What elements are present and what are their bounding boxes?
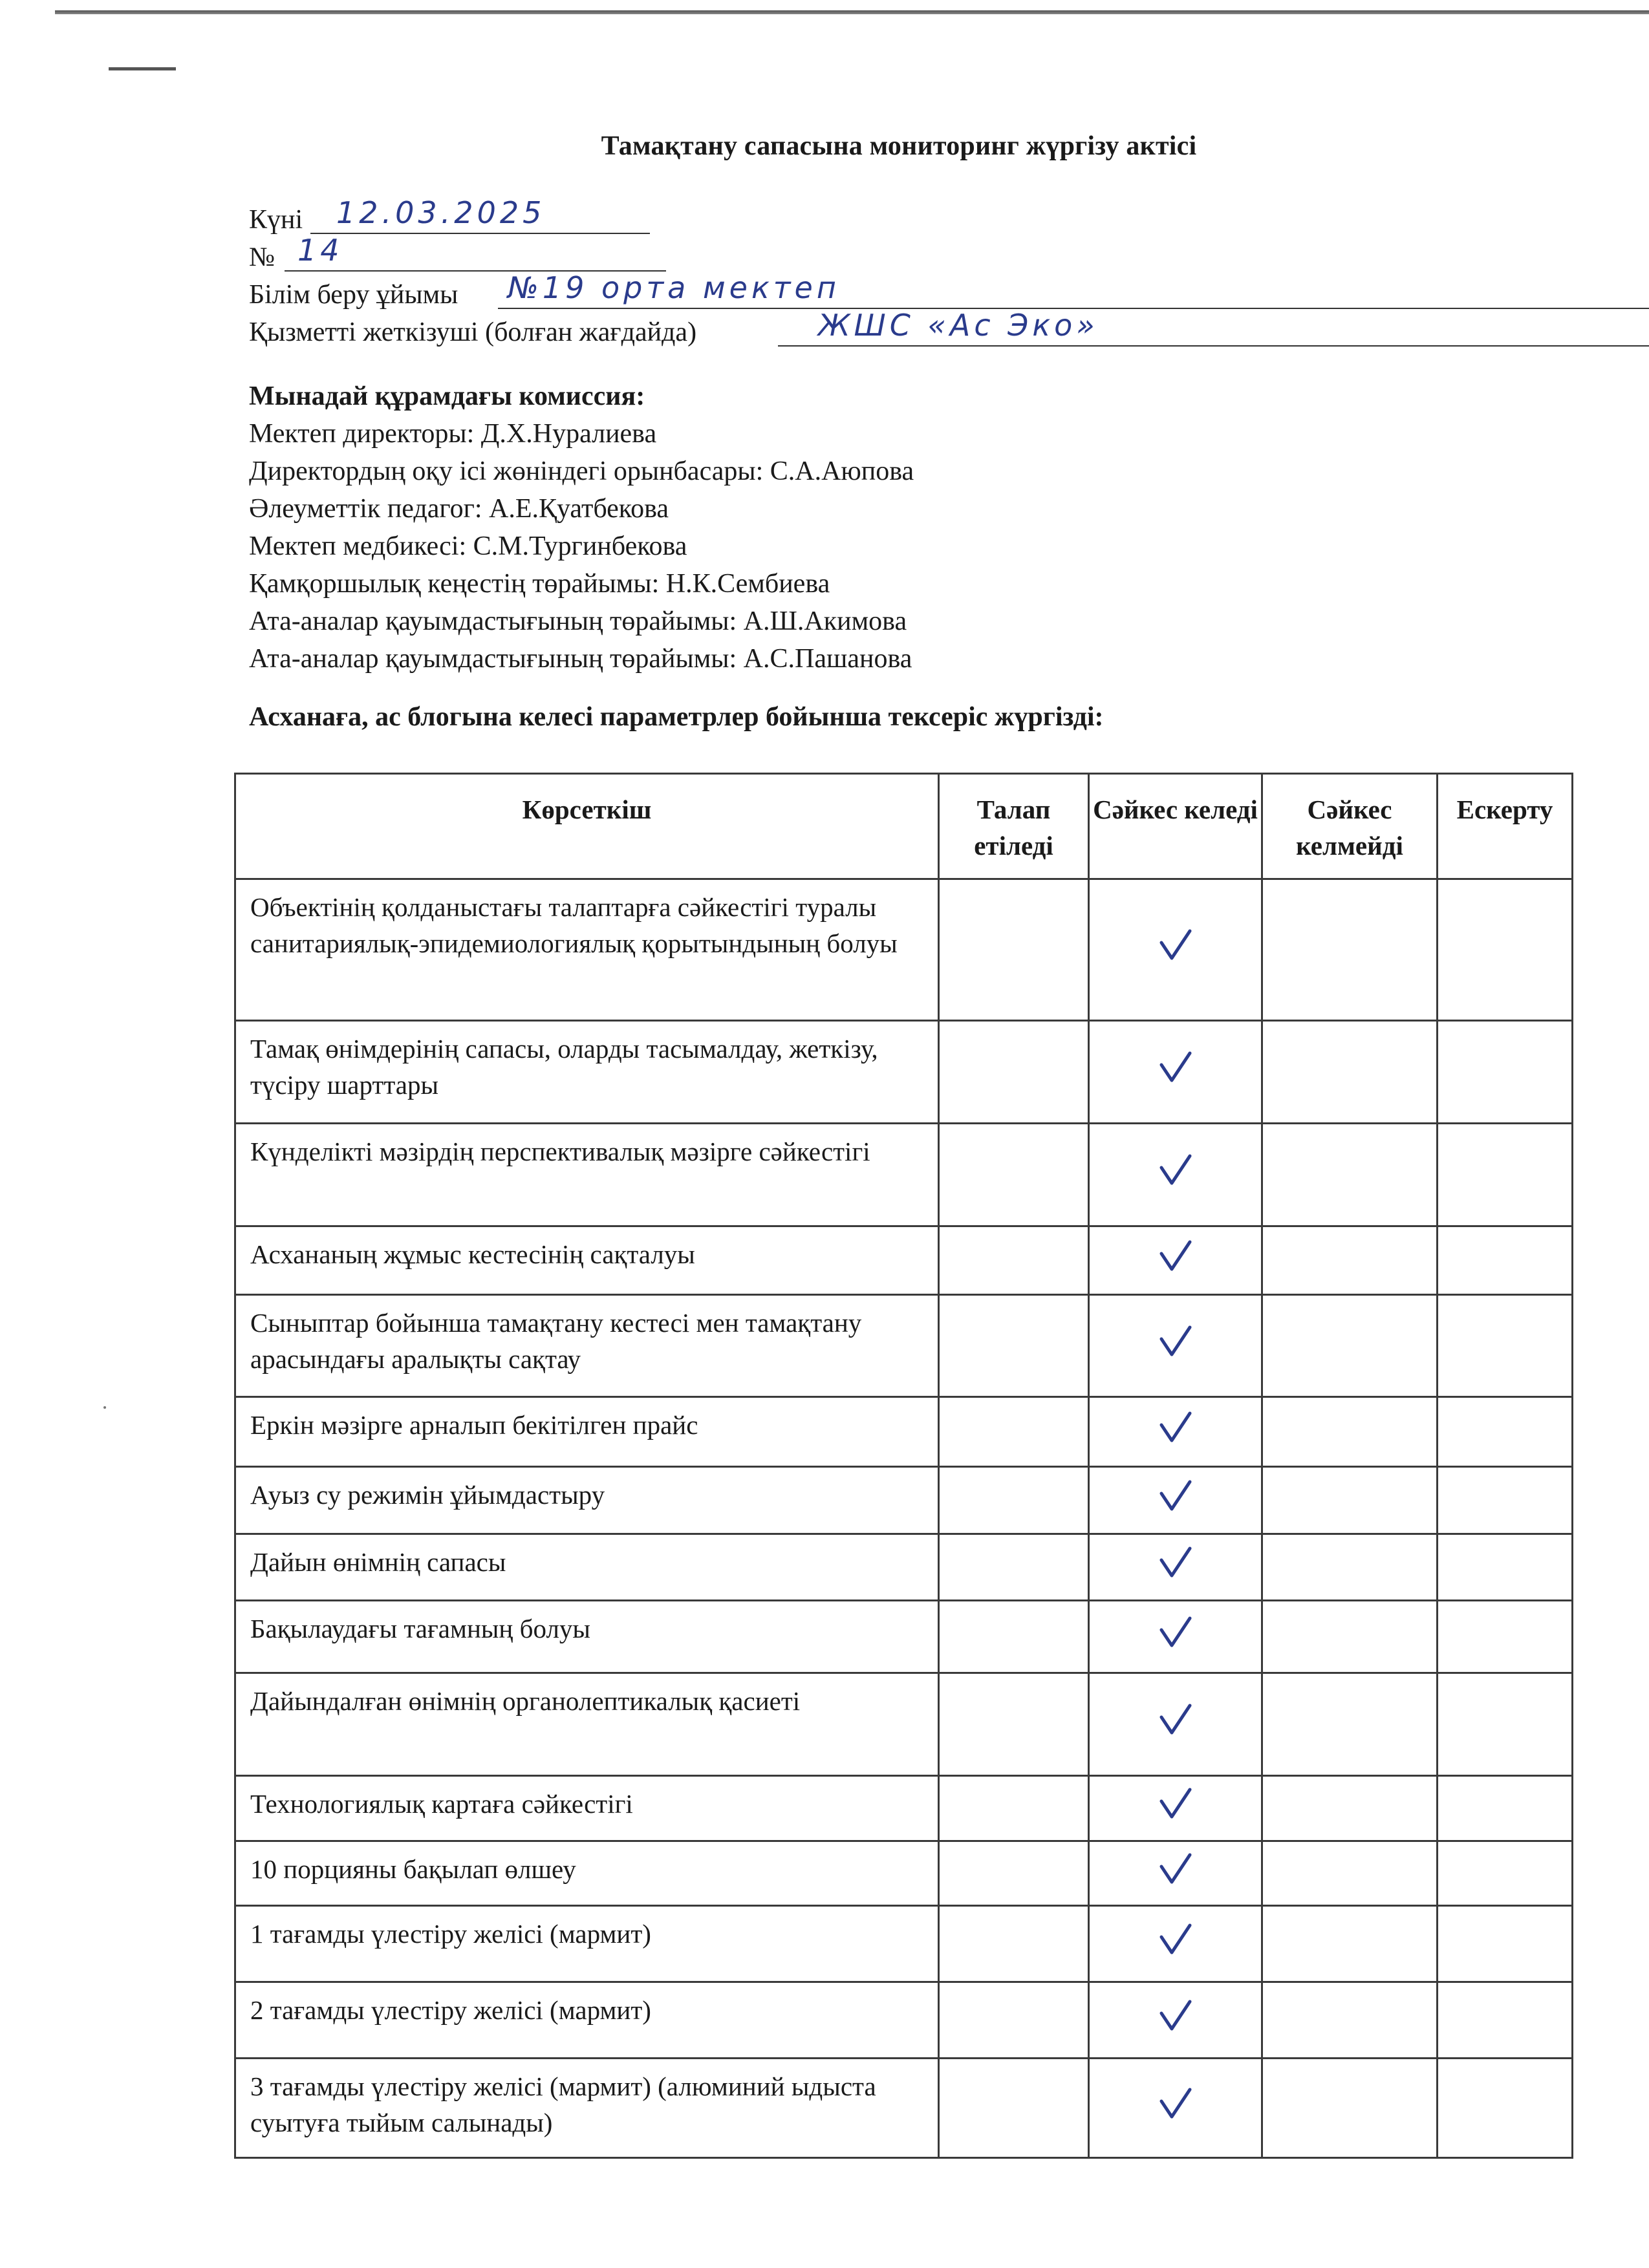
indicator-cell: Еркін мәзірге арналып бекітілген прайс	[235, 1397, 939, 1467]
required-cell	[939, 2059, 1089, 2158]
commission-member: Әлеуметтік педагог: А.Е.Қуатбекова	[249, 494, 669, 524]
supplier-value: ЖШС «Ас Эко»	[818, 308, 1099, 343]
note-cell	[1438, 1226, 1573, 1295]
required-cell	[939, 1673, 1089, 1776]
supplier-label: Қызметті жеткізуші (болған жағдайда)	[249, 317, 697, 347]
complies-cell	[1089, 1397, 1262, 1467]
scan-edge	[55, 10, 1649, 14]
required-cell	[939, 1906, 1089, 1982]
checkmark-icon	[1155, 1477, 1196, 1515]
indicator-cell: Асхананың жұмыс кестесінің сақталуы	[235, 1226, 939, 1295]
indicator-cell: 2 тағамды үлестіру желісі (мармит)	[235, 1982, 939, 2059]
table-row	[235, 1226, 1573, 1295]
note-cell	[1438, 1776, 1573, 1841]
not-complies-cell	[1262, 1673, 1438, 1776]
required-cell	[939, 1295, 1089, 1397]
not-complies-cell	[1262, 1601, 1438, 1673]
indicator-cell: Сыныптар бойынша тамақтану кестесі мен тамақтану арасындағы аралықты сақтау	[235, 1295, 939, 1397]
complies-cell	[1089, 1124, 1262, 1226]
indicator-cell: Күнделікті мәзірдің перспективалық мәзірге сәйкестігі	[235, 1124, 939, 1226]
organization-label: Білім беру ұйымы	[249, 280, 458, 310]
required-cell	[939, 1776, 1089, 1841]
table-row	[235, 1776, 1573, 1841]
checkmark-icon	[1155, 2084, 1196, 2123]
required-cell	[939, 1467, 1089, 1534]
complies-cell	[1089, 1673, 1262, 1776]
inspection-table	[234, 773, 1573, 2159]
note-cell	[1438, 1841, 1573, 1906]
header-complies: Сәйкес келеді	[1089, 774, 1262, 879]
not-complies-cell	[1262, 1841, 1438, 1906]
note-cell	[1438, 1601, 1573, 1673]
complies-cell	[1089, 1226, 1262, 1295]
complies-cell	[1089, 1534, 1262, 1601]
complies-cell	[1089, 1776, 1262, 1841]
indicator-cell: Дайындалған өнімнің органолептикалық қасиеті	[235, 1673, 939, 1776]
note-cell	[1438, 1397, 1573, 1467]
not-complies-cell	[1262, 1467, 1438, 1534]
table-row	[235, 2059, 1573, 2158]
indicator-cell: 1 тағамды үлестіру желісі (мармит)	[235, 1906, 939, 1982]
not-complies-cell	[1262, 1021, 1438, 1124]
table-row	[235, 1982, 1573, 2059]
commission-member: Директордың оқу ісі жөніндегі орынбасары: С.А.Аюпова	[249, 456, 914, 486]
not-complies-cell	[1262, 1397, 1438, 1467]
note-cell	[1438, 1124, 1573, 1226]
commission-member: Ата-аналар қауымдастығының төрайымы: А.С.Пашанова	[249, 644, 912, 674]
complies-cell	[1089, 1841, 1262, 1906]
not-complies-cell	[1262, 1776, 1438, 1841]
table-row	[235, 1124, 1573, 1226]
required-cell	[939, 1124, 1089, 1226]
not-complies-cell	[1262, 1124, 1438, 1226]
note-cell	[1438, 1982, 1573, 2059]
indicator-cell: 3 тағамды үлестіру желісі (мармит) (алюминий ыдыста суытуға тыйым салынады)	[235, 2059, 939, 2158]
complies-cell	[1089, 879, 1262, 1021]
scan-speck	[103, 1406, 106, 1409]
number-label: №	[249, 242, 275, 272]
note-cell	[1438, 1906, 1573, 1982]
table-row	[235, 1601, 1573, 1673]
complies-cell	[1089, 1295, 1262, 1397]
complies-cell	[1089, 1906, 1262, 1982]
checkmark-icon	[1155, 1237, 1196, 1276]
required-cell	[939, 1021, 1089, 1124]
complies-cell	[1089, 1467, 1262, 1534]
note-cell	[1438, 879, 1573, 1021]
checkmark-icon	[1155, 926, 1196, 965]
checkmark-icon	[1155, 1613, 1196, 1652]
table-row	[235, 1397, 1573, 1467]
indicator-cell: Бақылаудағы тағамның болуы	[235, 1601, 939, 1673]
not-complies-cell	[1262, 1906, 1438, 1982]
note-cell	[1438, 1673, 1573, 1776]
note-cell	[1438, 2059, 1573, 2158]
inspection-heading: Асханаға, ас блогына келесі параметрлер бойынша тексеріс жүргізді:	[249, 702, 1104, 732]
commission-heading: Мынадай құрамдағы комиссия:	[249, 381, 645, 411]
date-value: 12.03.2025	[336, 195, 546, 230]
number-value: 14	[297, 233, 343, 268]
table-row	[235, 1021, 1573, 1124]
indicator-cell: Дайын өнімнің сапасы	[235, 1534, 939, 1601]
header-note: Ескерту	[1438, 774, 1573, 879]
header-not-complies: Сәйкес келмейді	[1262, 774, 1438, 879]
commission-member: Ата-аналар қауымдастығының төрайымы: А.Ш.Акимова	[249, 606, 907, 636]
required-cell	[939, 1226, 1089, 1295]
indicator-cell: 10 порцияны бақылап өлшеу	[235, 1841, 939, 1906]
table-row	[235, 1906, 1573, 1982]
required-cell	[939, 1601, 1089, 1673]
note-cell	[1438, 1467, 1573, 1534]
not-complies-cell	[1262, 1295, 1438, 1397]
checkmark-icon	[1155, 1322, 1196, 1361]
table-row	[235, 879, 1573, 1021]
header-required: Талап етіледі	[939, 774, 1089, 879]
checkmark-icon	[1155, 1920, 1196, 1959]
checkmark-icon	[1155, 1700, 1196, 1739]
not-complies-cell	[1262, 1982, 1438, 2059]
indicator-cell: Технологиялық картаға сәйкестігі	[235, 1776, 939, 1841]
header-indicator: Көрсеткіш	[235, 774, 939, 879]
note-cell	[1438, 1295, 1573, 1397]
checkmark-icon	[1155, 1850, 1196, 1888]
organization-value: №19 орта мектеп	[508, 270, 840, 305]
complies-cell	[1089, 1982, 1262, 2059]
required-cell	[939, 1982, 1089, 2059]
checkmark-icon	[1155, 1543, 1196, 1582]
table-header-row	[235, 774, 1573, 879]
indicator-cell: Тамақ өнімдерінің сапасы, оларды тасымалдау, жеткізу, түсіру шарттары	[235, 1021, 939, 1124]
required-cell	[939, 1841, 1089, 1906]
date-label: Күні	[249, 205, 303, 235]
checkmark-icon	[1155, 1784, 1196, 1823]
note-cell	[1438, 1534, 1573, 1601]
checkmark-icon	[1155, 1408, 1196, 1447]
note-cell	[1438, 1021, 1573, 1124]
not-complies-cell	[1262, 2059, 1438, 2158]
required-cell	[939, 1397, 1089, 1467]
not-complies-cell	[1262, 1534, 1438, 1601]
checkmark-icon	[1155, 1996, 1196, 2035]
supplier-field	[249, 308, 1542, 352]
commission-member: Қамқоршылық кеңестің төрайымы: Н.К.Сембиева	[249, 569, 830, 599]
document-title: Тамақтану сапасына мониторинг жүргізу актісі	[601, 131, 1197, 161]
table-row	[235, 1295, 1573, 1397]
table-row	[235, 1841, 1573, 1906]
indicator-cell: Ауыз су режимін ұйымдастыру	[235, 1467, 939, 1534]
complies-cell	[1089, 1601, 1262, 1673]
table-row	[235, 1673, 1573, 1776]
indicator-cell: Объектінің қолданыстағы талаптарға сәйкестігі туралы санитариялық-эпидемиологиялық қорытындының болуы	[235, 879, 939, 1021]
required-cell	[939, 1534, 1089, 1601]
not-complies-cell	[1262, 879, 1438, 1021]
not-complies-cell	[1262, 1226, 1438, 1295]
table-row	[235, 1467, 1573, 1534]
required-cell	[939, 879, 1089, 1021]
corner-mark	[109, 67, 176, 70]
table-row	[235, 1534, 1573, 1601]
commission-member: Мектеп медбикесі: С.М.Тургинбекова	[249, 531, 687, 561]
commission-block	[249, 378, 914, 678]
checkmark-icon	[1155, 1048, 1196, 1087]
complies-cell	[1089, 1021, 1262, 1124]
complies-cell	[1089, 2059, 1262, 2158]
commission-member: Мектеп директоры: Д.Х.Нуралиева	[249, 419, 657, 449]
checkmark-icon	[1155, 1151, 1196, 1190]
